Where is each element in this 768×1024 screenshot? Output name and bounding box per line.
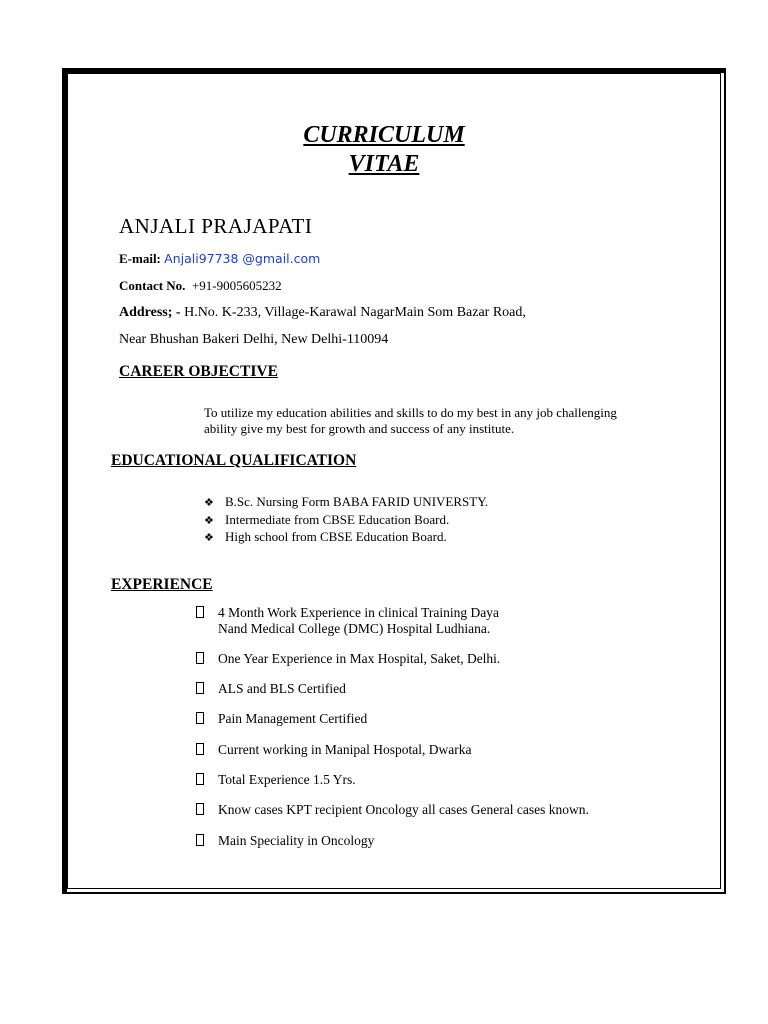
phone-label: Contact No. — [119, 278, 186, 293]
address-line1: H.No. K-233, Village-Karawal NagarMain Som Bazar Road, — [184, 305, 526, 320]
phone-value: +91-9005605232 — [191, 278, 282, 293]
list-item: ❖ B.Sc. Nursing Form BABA FARID UNIVERSTY. — [204, 494, 488, 512]
page-border — [62, 68, 726, 894]
candidate-name: ANJALI PRAJAPATI — [119, 214, 313, 238]
education-list — [204, 494, 488, 547]
list-item: Pain Management Certified — [196, 711, 367, 727]
list-item: Current working in Manipal Hospotal, Dwarka — [196, 742, 471, 758]
diamond-bullet-icon: ❖ — [204, 497, 214, 509]
missing-glyph-box-icon — [196, 743, 204, 755]
email-label: E-mail: — [119, 251, 161, 266]
document-title-line1: CURRICULUM — [303, 122, 465, 148]
address-row — [119, 305, 526, 321]
education-heading: EDUCATIONAL QUALIFICATION — [111, 452, 357, 469]
career-objective-text — [204, 405, 674, 436]
diamond-bullet-icon: ❖ — [204, 514, 214, 527]
career-objective-heading: CAREER OBJECTIVE — [119, 363, 278, 380]
missing-glyph-box-icon — [196, 652, 204, 664]
email-link[interactable]: Anjali97738 @gmail.com — [164, 251, 321, 266]
missing-glyph-box-icon — [196, 712, 204, 724]
list-item: Main Speciality in Oncology — [196, 833, 374, 849]
document-title-line2: VITAE — [348, 151, 420, 177]
missing-glyph-box-icon — [196, 682, 204, 694]
list-item: ❖ High school from CBSE Education Board. — [204, 529, 488, 547]
list-item: 4 Month Work Experience in clinical Training Daya Nand Medical College (DMC) Hospital Ludhiana. — [196, 605, 499, 636]
missing-glyph-box-icon — [196, 834, 204, 846]
list-item: Total Experience 1.5 Yrs. — [196, 772, 356, 788]
experience-heading: EXPERIENCE — [111, 576, 213, 593]
list-item: One Year Experience in Max Hospital, Saket, Delhi. — [196, 651, 500, 667]
list-item: ALS and BLS Certified — [196, 681, 346, 697]
objective-line1: To utilize my education abilities and skills to do my best in any job challenging — [204, 405, 617, 420]
email-row — [119, 251, 320, 267]
missing-glyph-box-icon — [196, 606, 204, 618]
phone-row — [119, 278, 282, 294]
address-label: Address; - — [119, 305, 181, 320]
list-item: Know cases KPT recipient Oncology all cases General cases known. — [196, 802, 589, 818]
missing-glyph-box-icon — [196, 773, 204, 785]
diamond-bullet-icon: ❖ — [204, 532, 214, 544]
address-line2: Near Bhushan Bakeri Delhi, New Delhi-110094 — [119, 332, 389, 347]
missing-glyph-box-icon — [196, 803, 204, 815]
objective-line2: ability give my best for growth and success of any institute. — [204, 420, 515, 436]
list-item: ❖ Intermediate from CBSE Education Board. — [204, 512, 488, 530]
